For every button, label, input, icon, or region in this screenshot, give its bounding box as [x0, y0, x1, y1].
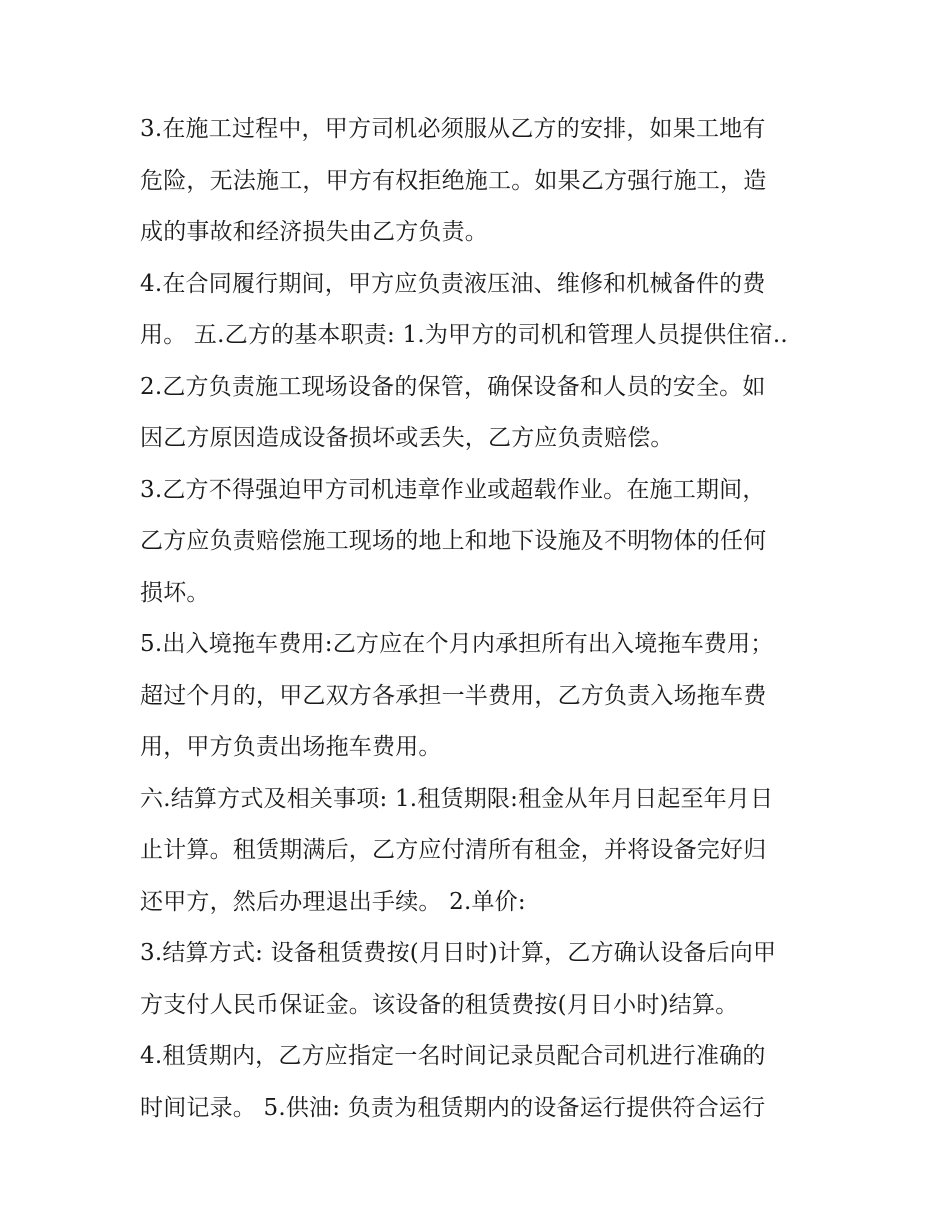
text-line: 乙方应负责赔偿施工现场的地上和地下设施及不明物体的任何: [140, 528, 767, 554]
text-line: 用。 五.乙方的基本职责: 1.为甲方的司机和管理人员提供住宿..: [140, 322, 788, 348]
text-line: 用，甲方负责出场拖车费用。: [140, 734, 442, 760]
text-line: 3.在施工过程中，甲方司机必须服从乙方的安排，如果工地有: [140, 116, 766, 142]
text-line: 成的事故和经济损失由乙方负责。: [140, 219, 488, 245]
text-line: 超过个月的，甲乙双方各承担一半费用，乙方负责入场拖车费: [140, 682, 767, 709]
text-line: 止计算。租赁期满后，乙方应付清所有租金，并将设备完好归: [140, 837, 767, 863]
text-line: 4.租赁期内，乙方应指定一名时间记录员配合司机进行准确的: [140, 1043, 766, 1069]
text-line: 方支付人民币保证金。该设备的租赁费按(月日小时)结算。: [140, 991, 739, 1018]
text-line: 六.结算方式及相关事项: 1.租赁期限:租金从年月日起至年月日: [140, 785, 774, 812]
text-line: 3.乙方不得强迫甲方司机违章作业或超载作业。在施工期间，: [140, 476, 766, 503]
text-line: 还甲方，然后办理退出手续。 2.单价:: [140, 888, 526, 915]
text-line: 3.结算方式: 设备租赁费按(月日时)计算，乙方确认设备后向甲: [140, 940, 777, 966]
document-body: [140, 104, 812, 1134]
text-line: 危险，无法施工，甲方有权拒绝施工。如果乙方强行施工，造: [140, 167, 767, 194]
text-line: 时间记录。 5.供油: 负责为租赁期内的设备运行提供符合运行: [140, 1094, 766, 1121]
text-line: 2.乙方负责施工现场设备的保管，确保设备和人员的安全。如: [140, 373, 766, 400]
text-line: 损坏。: [140, 579, 210, 606]
text-line: 5.出入境拖车费用:乙方应在个月内承担所有出入境拖车费用；: [140, 631, 774, 657]
text-line: 4.在合同履行期间，甲方应负责液压油、维修和机械备件的费: [140, 270, 766, 297]
text-line: 因乙方原因造成设备损坏或丢失，乙方应负责赔偿。: [140, 425, 674, 451]
